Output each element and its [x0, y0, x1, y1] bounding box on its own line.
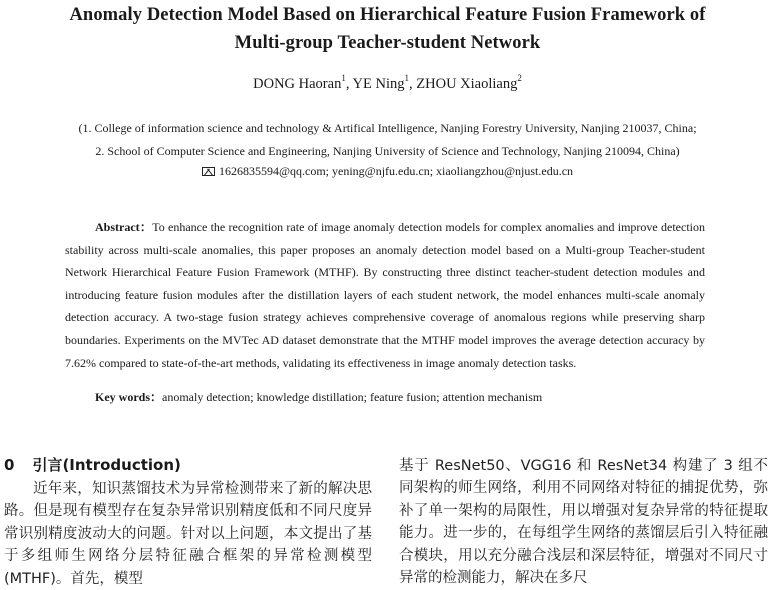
- body-column-right: 基于 ResNet50、VGG16 和 ResNet34 构建了 3 组不同架构的师生网络，利用不同网络对特征的捕捉优势，弥补了单一架构的局限性，用以增强对复杂异常的特征提取能力。进一步的，在每组学生网络的蒸馏层后引入特征融合模块，用以充分融合浅层和深层特征，增强对不同尺寸异常的检测能力，解决在多尺: [399, 458, 768, 587]
- affiliation-line-2: 2. School of Computer Science and Engineering, Nanjing University of Science and Technology, Nanjing 210094, China): [95, 144, 680, 158]
- email-line: [0, 164, 775, 179]
- author-name: ZHOU Xiaoliang: [416, 75, 518, 92]
- section-heading: [4, 454, 181, 475]
- author-affiliation-mark: 1: [404, 73, 410, 83]
- section-title: 引言(Introduction): [32, 456, 181, 474]
- author-list: DONG Haoran$^1$, YE Ning$^1$, ZHOU Xiaoliang$^2$: [253, 73, 522, 92]
- section-number: 0: [4, 456, 15, 474]
- affiliation-line-1: (1. College of information science and technology & Artifical Intelligence, Nanjing Forestry University, Nanjing 210037, China;: [78, 121, 697, 135]
- keywords-text: anomaly detection; knowledge distillation; feature fusion; attention mechanism: [162, 390, 543, 404]
- author-affiliation-mark: 2: [517, 73, 522, 83]
- abstract-text: To enhance the recognition rate of image anomaly detection models for complex anomalies and improve detection stability across multi-scale anomalies, this paper proposes an anomaly detection model based on a Multi-group Teacher-student Network Hierarchical Feature Fusion Framework (MTHF). By constructing three distinct teacher-student detection modules and introducing feature fusion modules after the distillation layers of each student network, the model enhances multi-scale anomaly detection accuracy. A two-stage fusion strategy achieves comprehensive coverage of anomalous regions while preserving sharp boundaries. Experiments on the MVTec AD dataset demonstrate that the MTHF model improves the average detection accuracy by 7.62% compared to state-of-the-art methods, validating its effectiveness in image anomaly detection tasks.: [65, 220, 705, 370]
- keywords: [95, 388, 715, 405]
- envelope-icon: [202, 167, 215, 176]
- body-column-left: 近年来，知识蒸馏技术为异常检测带来了新的解决思路。但是现有模型存在复杂异常识别精度低和不同尺度异常识别精度波动大的问题。针对以上问题，本文提出了基于多组师生网络分层特征融合框架的异常检测模型(MTHF)。首先，模型: [4, 481, 372, 587]
- paper-title-line-1: Anomaly Detection Model Based on Hierarchical Feature Fusion Framework of: [69, 5, 706, 25]
- author-name: DONG Haoran: [253, 75, 342, 92]
- abstract-label: Abstract：: [95, 220, 153, 234]
- author-affiliation-mark: 1: [341, 73, 346, 83]
- email-addresses: 1626835594@qq.com; yening@njfu.edu.cn; xiaoliangzhou@njust.edu.cn: [218, 164, 574, 178]
- paper-title-line-2: Multi-group Teacher-student Network: [234, 33, 541, 53]
- keywords-label: Key words：: [95, 390, 162, 404]
- author-name: YE Ning: [352, 75, 405, 92]
- abstract: [65, 216, 705, 374]
